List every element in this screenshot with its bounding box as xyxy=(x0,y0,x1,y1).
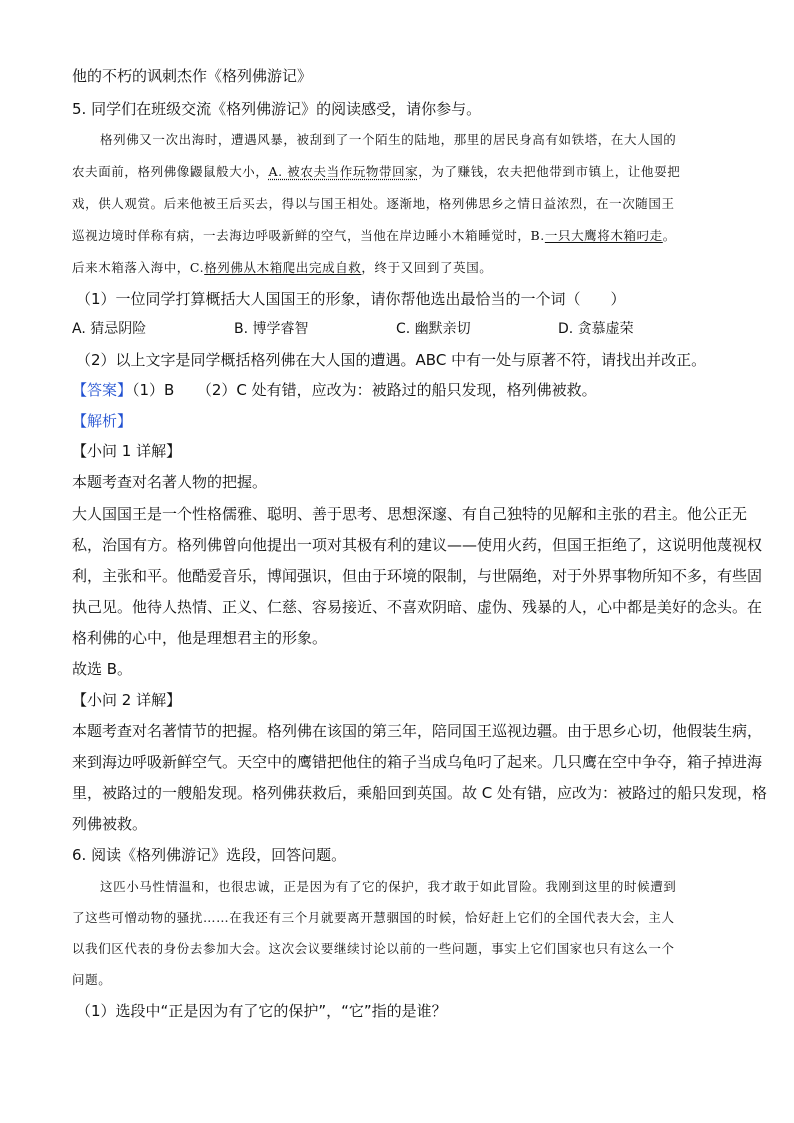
passage-line: 格列佛又一次出海时，遭遇风暴，被刮到了一个陌生的陆地，那里的居民身高有如铁塔，在大人国的 xyxy=(100,132,677,147)
passage-line: 巡视边境时佯称有病，一去海边呼吸新鲜的空气，当他在岸边睡小木箱睡觉时，B.一只大鹰将木箱叼走。 xyxy=(72,228,676,243)
passage-line: 问题。 xyxy=(72,972,112,987)
answer-line: 【答案】（1）B （2）C 处有错，应改为：被路过的船只发现，格列佛被救。 xyxy=(72,381,597,399)
question-5-2: （2）以上文字是同学概括格列佛在大人国的遭遇。ABC 中有一处与原著不符，请找出并改正。 xyxy=(76,351,707,369)
passage-line: 以我们区代表的身份去参加大会。这次会议要继续讨论以前的一些问题，事实上它们国家也只有这么一个 xyxy=(72,941,675,956)
answer-label: 【答案】 xyxy=(72,381,133,399)
option-d: D. 贪慕虚荣 xyxy=(558,321,634,337)
text-line: 列佛被救。 xyxy=(72,815,148,833)
passage-line: 这匹小马性情温和，也很忠诚，正是因为有了它的保护，我才敢于如此冒险。我刚到这里的时候遭到 xyxy=(100,879,677,894)
passage-line: 戏，供人观赏。后来他被王后买去，得以与国王相处。逐渐地，格列佛思乡之情日益浓烈，在一次随国王 xyxy=(72,196,675,211)
question-6-1: （1）选段中“正是因为有了它的保护”，“它”指的是谁？ xyxy=(76,1002,447,1020)
option-b: B. 博学睿智 xyxy=(234,321,309,337)
text-line: 格利佛的心中，他是理想君主的形象。 xyxy=(72,629,328,647)
text-line: 执己见。他待人热情、正义、仁慈、容易接近、不喜欢阴暗、虚伪、残暴的人，心中都是美好的念头。在 xyxy=(72,598,763,616)
analysis-label: 【解析】 xyxy=(72,412,133,430)
text-line: 里，被路过的一艘船发现。格列佛获救后，乘船回到英国。故 C 处有错，应改为：被路过的船只发现，格 xyxy=(72,784,768,802)
question-6-title: 6. 阅读《格列佛游记》选段，回答问题。 xyxy=(72,846,347,864)
passage-line: 后来木箱落入海中，C.格列佛从木箱爬出完成自救，终于又回到了英国。 xyxy=(72,260,493,275)
marked-text-c: 格列佛从木箱爬出完成自救 xyxy=(204,260,362,275)
option-a: A. 猜忌阴险 xyxy=(72,321,147,337)
text-line: 来到海边呼吸新鲜空气。天空中的鹰错把他住的箱子当成乌龟叼了起来。几只鹰在空中争夺，箱子掉进海 xyxy=(72,753,763,771)
analysis-line xyxy=(72,411,732,431)
text-line: 私，治国有方。格列佛曾向他提出一项对其极有利的建议——使用火药，但国王拒绝了，这说明他蔑视权 xyxy=(72,536,763,554)
marked-text-b: 一只大鹰将木箱叼走 xyxy=(544,228,663,243)
passage-line: 了这些可憎动物的骚扰……在我还有三个月就要离开慧骃国的时候，恰好赶上它们的全国代表大会，主人 xyxy=(72,910,675,925)
option-c: C. 幽默亲切 xyxy=(396,321,471,337)
text-line: 本题考查对名著人物的把握。 xyxy=(72,473,268,491)
question-5-1: （1）一位同学打算概括大人国国王的形象，请你帮他选出最恰当的一个词（ ） xyxy=(76,290,626,308)
marked-text-a: A. 被农夫当作玩物带回家 xyxy=(268,164,419,179)
subquestion-2-title: 【小问 2 详解】 xyxy=(72,691,182,709)
text-line: 大人国国王是一个性格儒雅、聪明、善于思考、思想深邃、有自己独特的见解和主张的君主。他公正无 xyxy=(72,505,748,523)
text-line: 本题考查对名著情节的把握。格列佛在该国的第三年，陪同国王巡视边疆。由于思乡心切，他假装生病， xyxy=(72,722,763,740)
passage-line: 农夫面前，格列佛像鼹鼠般大小，A. 被农夫当作玩物带回家，为了赚钱，农夫把他带到市镇上，让他耍把 xyxy=(72,164,681,179)
text-line: 他的不朽的讽刺杰作《格列佛游记》 xyxy=(72,67,313,85)
question-5-title: 5. 同学们在班级交流《格列佛游记》的阅读感受，请你参与。 xyxy=(72,100,482,118)
text-line: 故选 B。 xyxy=(72,660,133,678)
text-line: 利，主张和平。他酷爱音乐，博闻强识，但由于环境的限制，与世隔绝，对于外界事物所知不多，有些固 xyxy=(72,567,763,585)
subquestion-1-title: 【小问 1 详解】 xyxy=(72,442,182,460)
